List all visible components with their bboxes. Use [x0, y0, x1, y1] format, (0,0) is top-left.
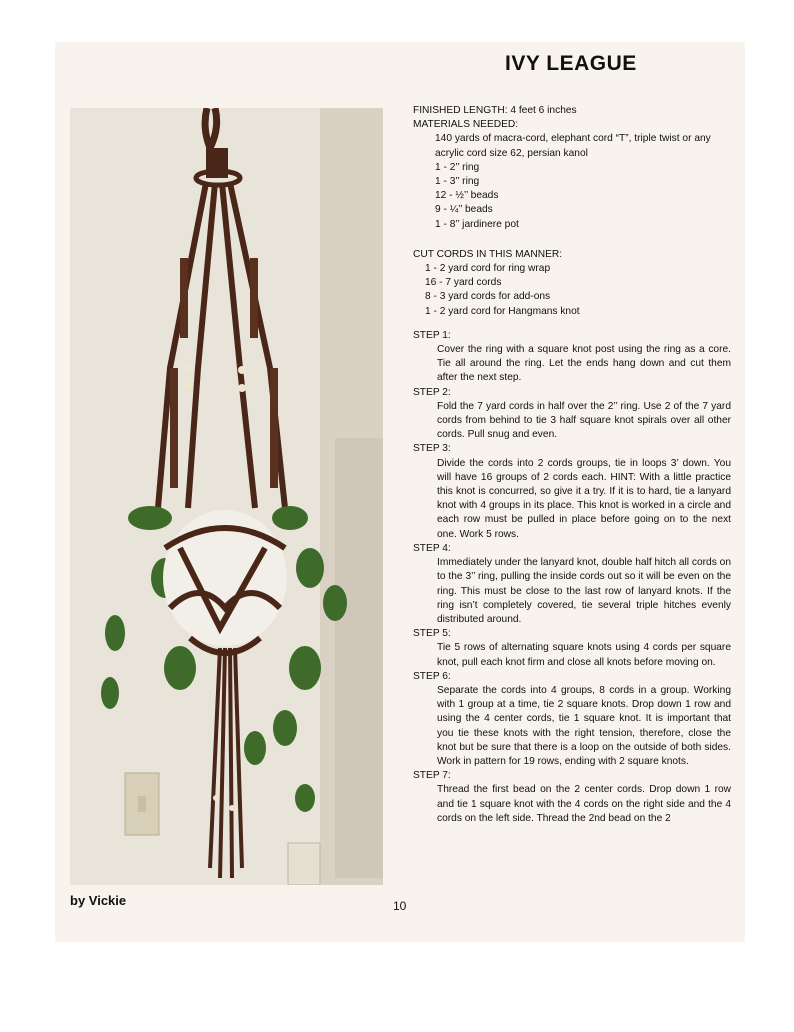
cut-cord-item: 1 - 2 yard cord for Hangmans knot [425, 305, 580, 317]
step-7 [413, 769, 731, 826]
step-text: Immediately under the lanyard knot, double half hitch all cords on to the 3’’ ring, pulling the inside cords out so it will be even on the ring. This must be close to the last row of lanyard knots. If the ring isn’t completely covered, tie several triple hitches evenly distributed around. [437, 557, 731, 625]
step-text: Divide the cords into 2 cords groups, tie in loops 3’ down. You will have 16 groups of 2 cords each. HINT: With a little practice this knot is concurred, so give it a try. If it is to hard, tie a lanyard knot with 4 groups in its place. This knot is worked in a circle and each row must be pulled in place before going on to the next one. Work 5 rows. [437, 457, 731, 540]
step-3 [413, 442, 731, 541]
material-item: 1 - 2’’ ring [435, 161, 480, 173]
instructions-column [413, 104, 731, 826]
material-item: 140 yards of macra-cord, elephant cord “T”, triple twist or any acrylic cord size 62, persian kanol [435, 133, 711, 159]
cut-cord-item: 1 - 2 yard cord for ring wrap [425, 263, 551, 275]
step-label: STEP 5: [413, 628, 451, 640]
step-4 [413, 542, 731, 627]
cut-cord-item: 16 - 7 yard cords [425, 277, 502, 289]
step-2 [413, 386, 731, 443]
author-byline: by Vickie [70, 893, 127, 908]
step-label: STEP 4: [413, 542, 451, 554]
step-label: STEP 7: [413, 770, 451, 782]
cut-cords-section [413, 248, 731, 319]
step-label: STEP 1: [413, 329, 451, 341]
step-1 [413, 329, 731, 386]
page-title: IVY LEAGUE [505, 52, 637, 75]
materials-section [413, 118, 731, 232]
step-text: Tie 5 rows of alternating square knots using 4 cords per square knot, pull each knot firm and close all knots before moving on. [437, 642, 731, 668]
step-text: Thread the first bead on the 2 center cords. Drop down 1 row and tie 1 square knot with the 4 cords on the right side and the 4 cords on the left side. Thread the 2nd bead on the 2 [437, 784, 731, 824]
page-number: 10 [393, 899, 407, 913]
materials-heading: MATERIALS NEEDED: [413, 119, 519, 131]
macrame-hanger-photo [70, 108, 383, 885]
cut-cords-heading: CUT CORDS IN THIS MANNER: [413, 248, 563, 260]
step-label: STEP 3: [413, 443, 451, 455]
cut-cord-item: 8 - 3 yard cords for add-ons [425, 291, 551, 303]
material-item: 1 - 3’’ ring [435, 176, 480, 188]
step-text: Cover the ring with a square knot post using the ring as a core. Tie all around the ring. Let the ends hang down and cut them after the next step. [437, 344, 731, 384]
step-5 [413, 627, 731, 670]
step-6 [413, 670, 731, 769]
material-item: 12 - ½’’ beads [435, 190, 499, 202]
material-item: 9 - ¼’’ beads [435, 204, 493, 216]
step-text: Separate the cords into 4 groups, 8 cords in a group. Working with 1 group at a time, tie 2 square knots. Drop down 1 row and using the 4 center cords, tie 1 square knot. It is important that you tie these knots with the right tension, therefore, close the knot but be sure that there is a loop on the outside of both sides. Work in pattern for 19 rows, ending with 2 square knots. [437, 684, 731, 767]
finished-length: FINISHED LENGTH: 4 feet 6 inches [413, 105, 577, 116]
material-item: 1 - 8’’ jardinere pot [435, 218, 519, 230]
step-label: STEP 2: [413, 386, 451, 398]
macrame-hanger-illustration [70, 108, 383, 885]
step-label: STEP 6: [413, 670, 451, 682]
step-text: Fold the 7 yard cords in half over the 2’’ ring. Use 2 of the 7 yard cords from behind to tie 3 half square knot spirals over all other cords. Pull snug and even. [437, 400, 731, 441]
